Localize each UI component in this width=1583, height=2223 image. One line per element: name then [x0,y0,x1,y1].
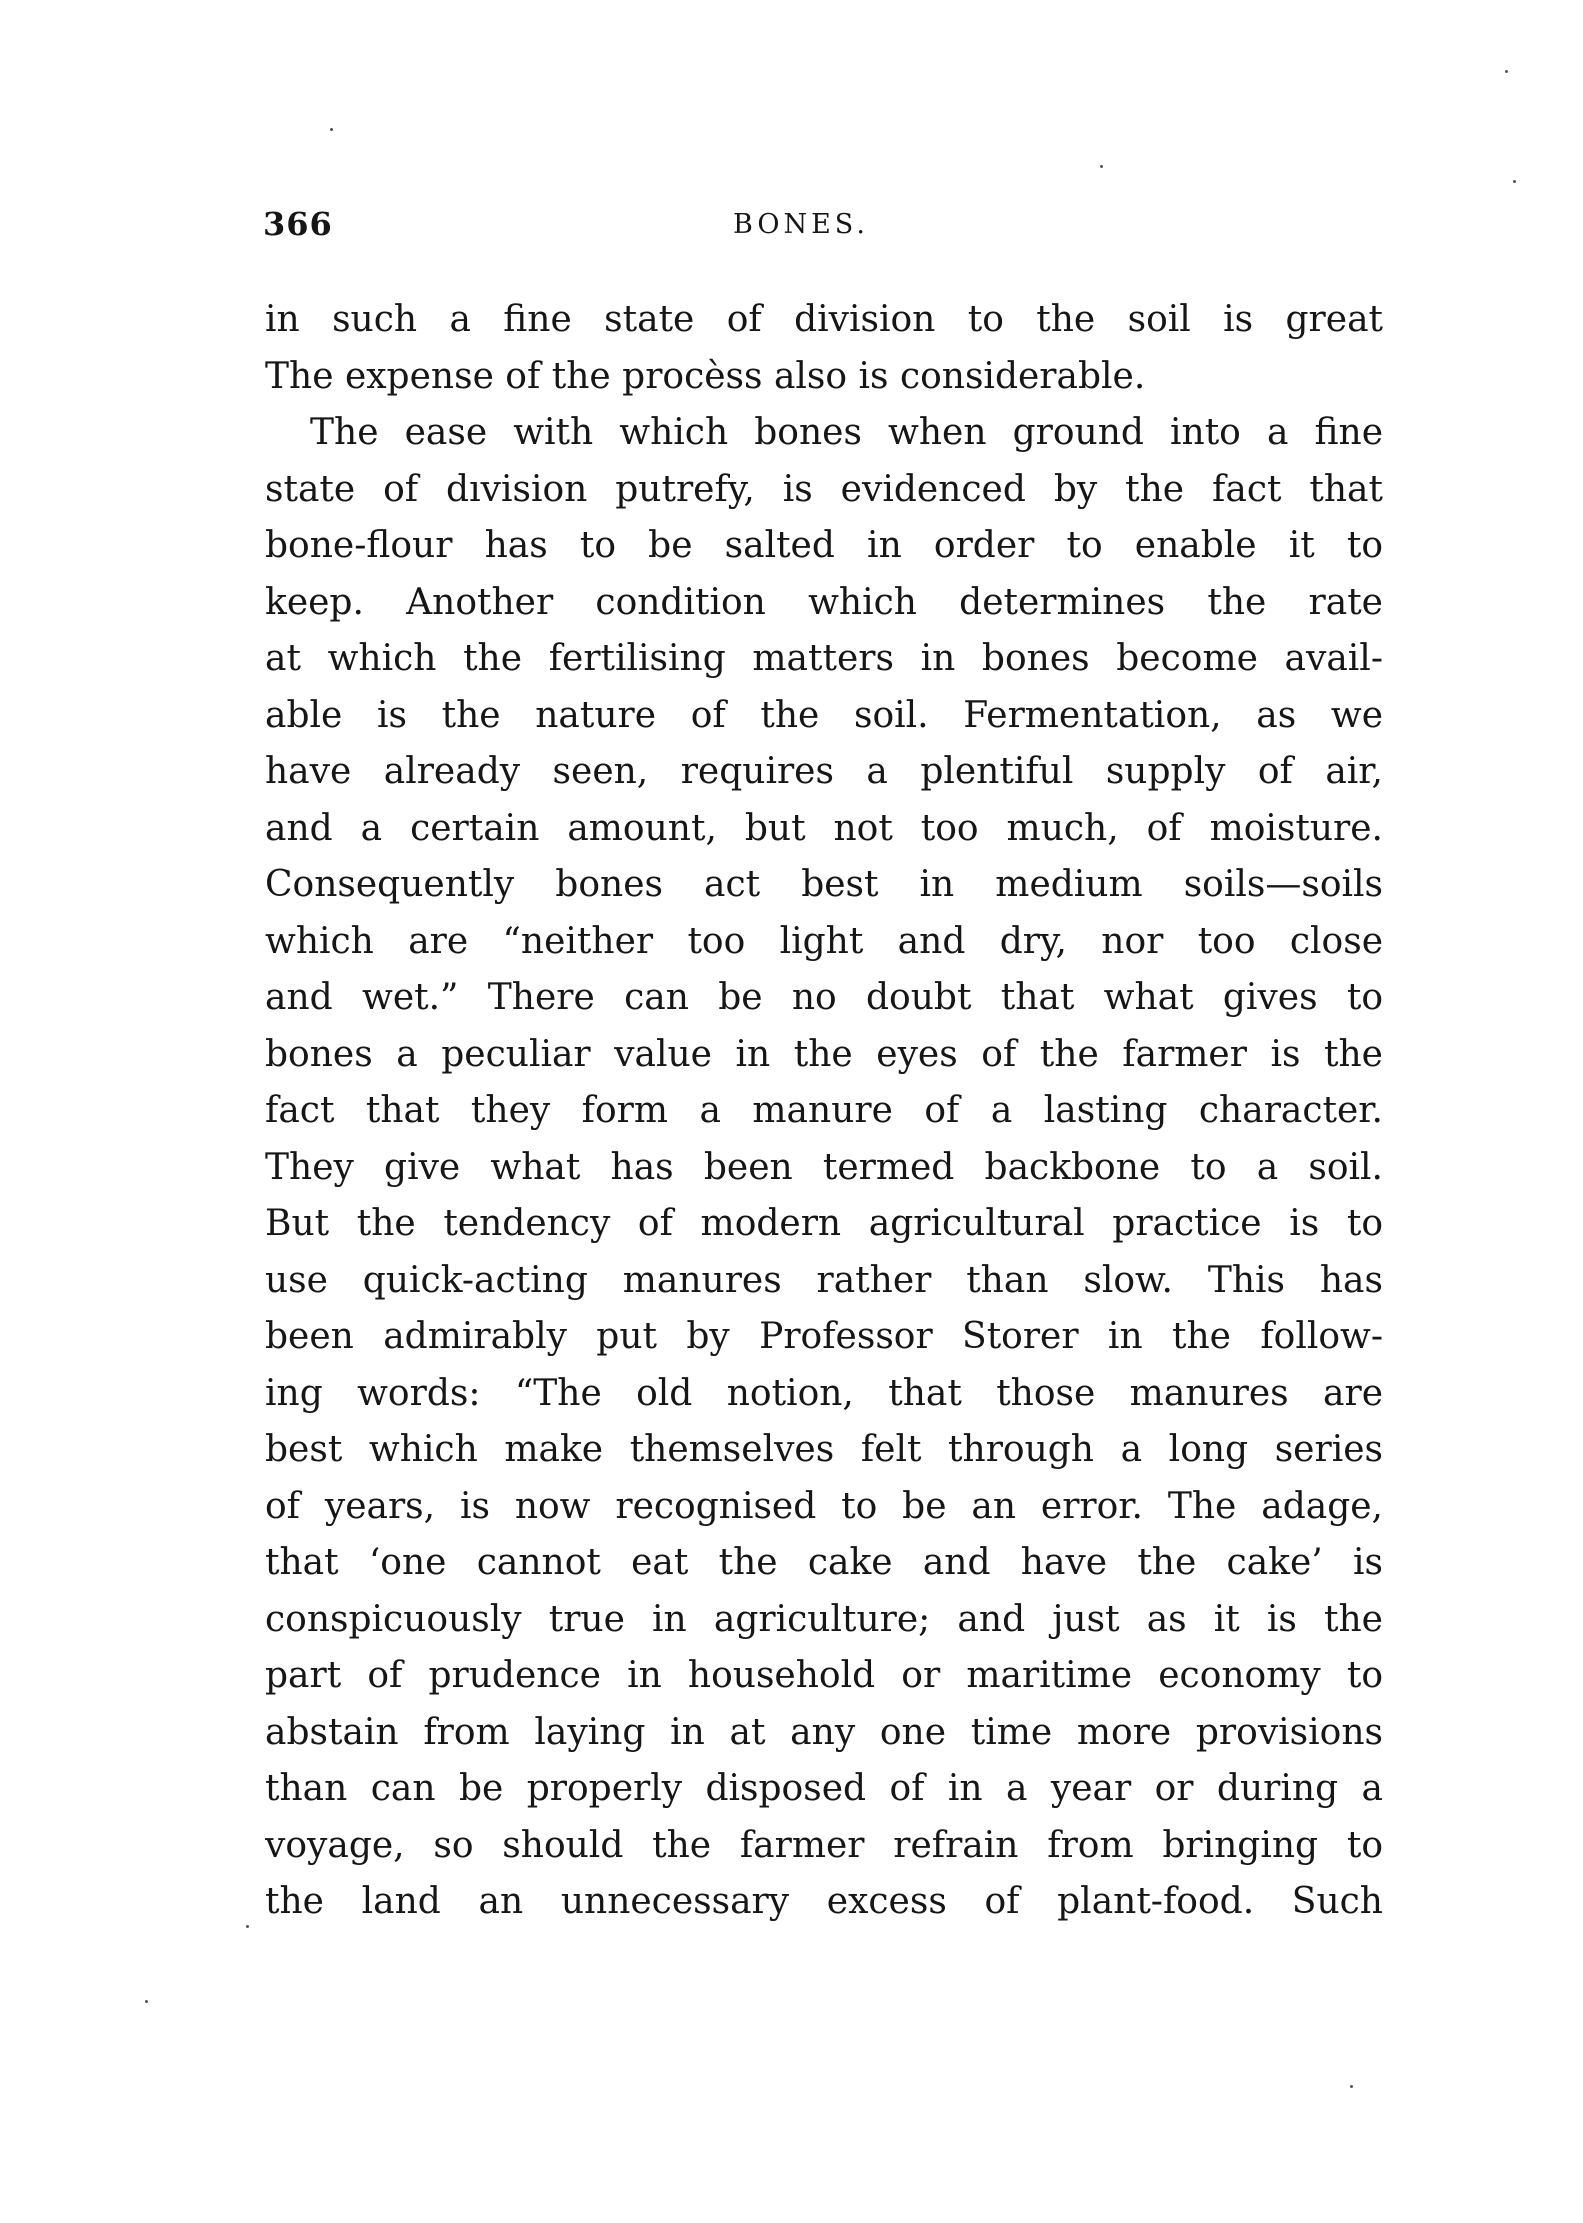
scan-speck [330,128,333,131]
scan-speck [1350,2085,1353,2088]
text-line: of years, is now recognised to be an error. The adage, [265,1485,1383,1527]
text-line: ing words: “The old notion, that those manures are [265,1372,1383,1414]
scan-speck [246,1925,249,1928]
text-line: best which make themselves felt through a long series [265,1429,1383,1470]
text-line: able is the nature of the soil. Fermentation, as we [265,694,1383,736]
text-line: bones a peculiar value in the eyes of the farmer is the [265,1033,1383,1075]
text-line: part of prudence in household or maritime economy to [265,1655,1383,1696]
text-line: They give what has been termed backbone to a soil. [265,1146,1383,1188]
text-line: The ease with which bones when ground into a fine [310,412,1383,453]
text-line: than can be properly disposed of in a year or during a [265,1768,1383,1809]
running-title: BONES. [733,209,869,240]
text-line: bone-flour has to be salted in order to enable it to [265,525,1383,566]
text-line: fact that they form a manure of a lasting character. [265,1090,1383,1131]
scan-speck [1505,70,1508,73]
text-line: have already seen, requires a plentiful supply of air, [265,751,1383,792]
text-line: and a certain amount, but not too much, of moisture. [265,807,1383,849]
text-line: abstain from laying in at any one time more provisions [265,1711,1383,1753]
running-head [263,205,1383,255]
text-line: The expense of the procèss also is considerable. [265,355,1146,397]
text-line: voyage, so should the farmer refrain from bringing to [265,1824,1383,1866]
text-line: been admirably put by Professor Storer in the follow- [265,1316,1383,1357]
body-text [265,292,1383,1931]
text-line: the land an unnecessary excess of plant-food. Such [265,1881,1383,1922]
text-line: use quick-acting manures rather than slow. This has [265,1259,1383,1301]
text-line: keep. Another condition which determines the rate [265,581,1383,623]
text-line: Consequently bones act best in medium soils—soils [265,864,1383,905]
text-line: in such a fine state of division to the soil is great [265,299,1383,340]
text-line: state of dıvision putrefy, is evidenced by the fact that [265,468,1383,510]
text-line: But the tendency of modern agricultural practice is to [265,1203,1383,1244]
page-number: 366 [263,205,333,243]
text-line: that ‘one cannot eat the cake and have the cake’ is [265,1542,1383,1583]
text-line: which are “neither too light and dry, nor too close [265,920,1383,962]
scan-speck [145,2000,148,2003]
text-line: conspicuously true in agriculture; and just as it is the [265,1598,1383,1640]
scan-speck [1100,165,1103,168]
text-line: at which the fertilising matters in bones become avail- [265,638,1383,679]
scan-speck [1513,180,1516,183]
text-line: and wet.” There can be no doubt that what gives to [265,977,1383,1018]
